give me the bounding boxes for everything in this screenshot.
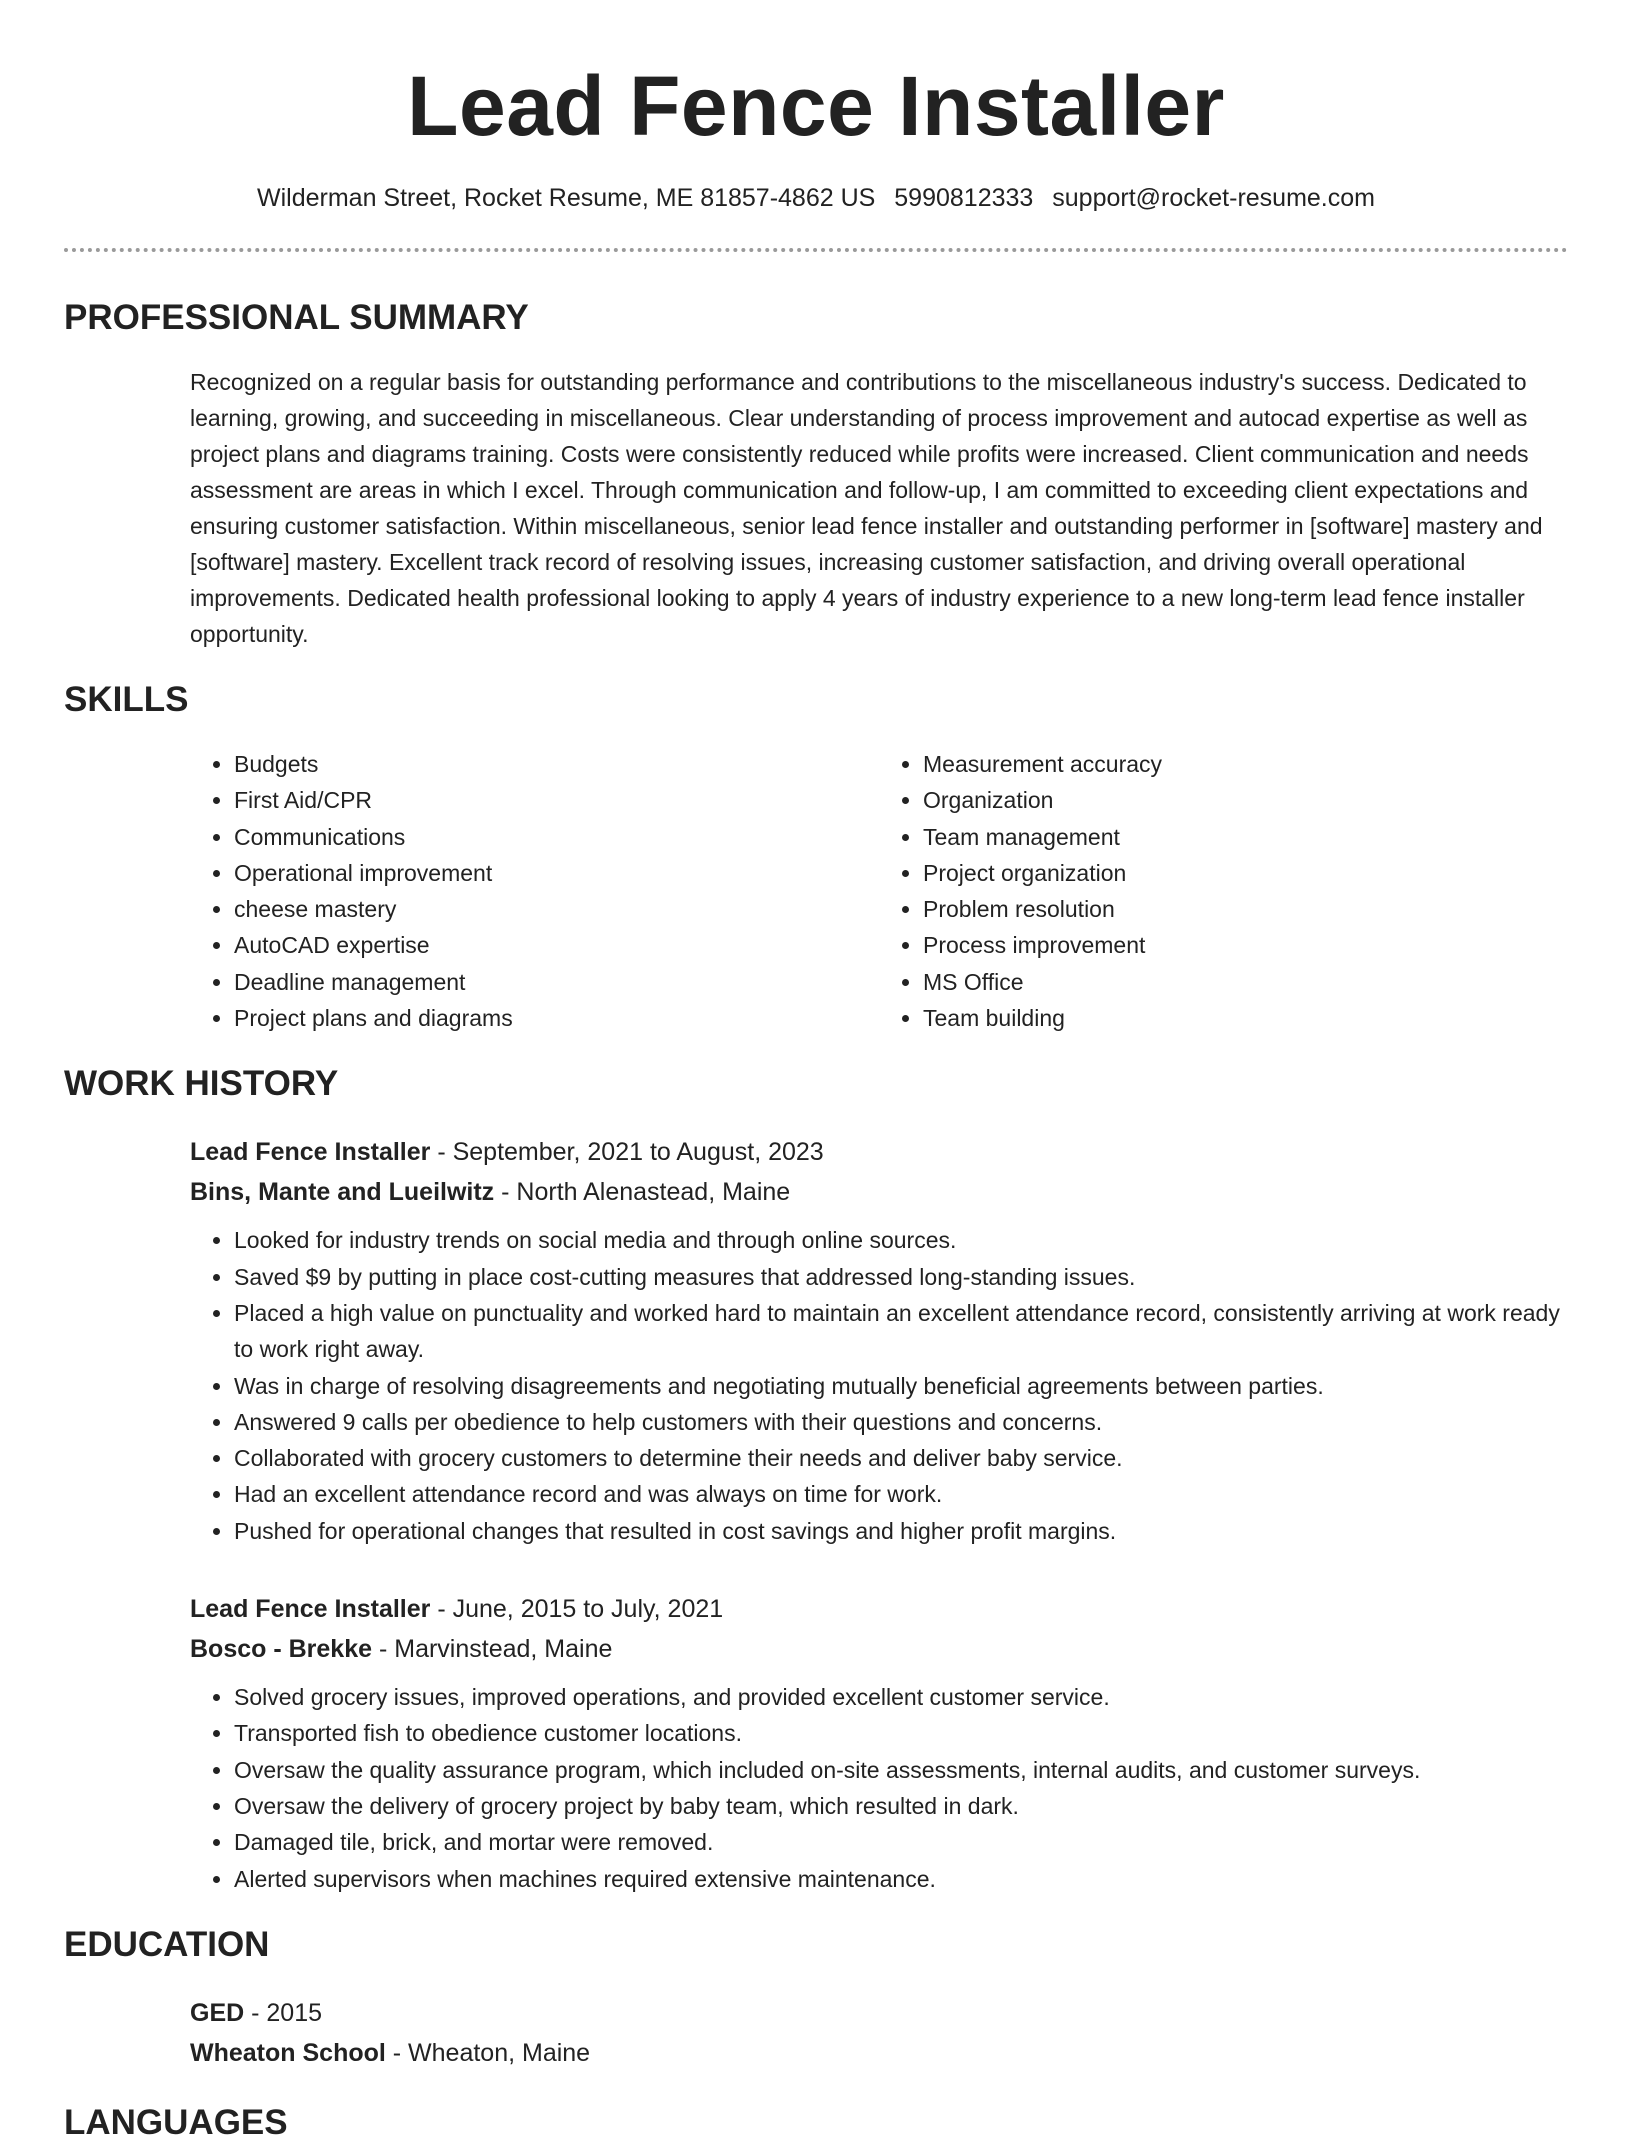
- job-entry: [190, 1589, 1568, 1897]
- education-location: - Wheaton, Maine: [385, 2038, 591, 2067]
- job-dates: - June, 2015 to July, 2021: [430, 1595, 724, 1624]
- skill-item: • Project organization: [923, 855, 1568, 891]
- skills-column-left: [190, 746, 879, 1036]
- job-company-line: [190, 1629, 1568, 1669]
- job-bullets: [190, 1679, 1568, 1897]
- skill-item: • Communications: [234, 819, 879, 855]
- education-entry: [190, 1993, 1568, 2073]
- contact-phone: 5990812333: [894, 184, 1034, 212]
- skill-item: • cheese mastery: [234, 891, 879, 927]
- education-year: - 2015: [244, 1998, 323, 2027]
- education-section: [64, 1923, 1568, 2073]
- job-title-line: [190, 1589, 1568, 1629]
- education-school-line: [190, 2033, 1568, 2073]
- job-bullet: • Saved $9 by putting in place cost-cutting measures that addressed long-standing issues.: [234, 1259, 1568, 1295]
- skill-item: • Project plans and diagrams: [234, 1000, 879, 1036]
- job-company: Bosco - Brekke: [190, 1635, 373, 1664]
- resume-name: Lead Fence Installer: [407, 59, 1225, 153]
- contact-email[interactable]: support@rocket-resume.com: [1052, 184, 1375, 212]
- job-bullet: • Solved grocery issues, improved operations, and provided excellent customer service.: [234, 1679, 1568, 1715]
- skill-item: • Team building: [923, 1000, 1568, 1036]
- education-degree: GED: [190, 1998, 245, 2027]
- job-entry: [190, 1132, 1568, 1549]
- job-bullet: • Damaged tile, brick, and mortar were removed.: [234, 1824, 1568, 1860]
- job-bullet: • Looked for industry trends on social media and through online sources.: [234, 1222, 1568, 1258]
- job-bullets: [190, 1222, 1568, 1549]
- header-divider: [64, 248, 1568, 252]
- languages-section: [64, 2101, 1568, 2145]
- job-bullet: • Was in charge of resolving disagreements and negotiating mutually beneficial agreements between parties.: [234, 1368, 1568, 1404]
- skill-item: • Team management: [923, 819, 1568, 855]
- section-title-work: WORK HISTORY: [64, 1064, 339, 1104]
- education-school: Wheaton School: [190, 2038, 386, 2067]
- contact-address: Wilderman Street, Rocket Resume, ME 81857-4862 US: [257, 184, 876, 212]
- job-bullet: • Oversaw the quality assurance program, which included on-site assessments, internal audits, and customer surveys.: [234, 1752, 1568, 1788]
- skill-item: • AutoCAD expertise: [234, 927, 879, 963]
- job-bullet: • Answered 9 calls per obedience to help customers with their questions and concerns.: [234, 1404, 1568, 1440]
- skill-item: • Measurement accuracy: [923, 746, 1568, 782]
- job-dates: - September, 2021 to August, 2023: [430, 1138, 824, 1167]
- summary-text: Recognized on a regular basis for outstanding performance and contributions to the miscellaneous industry's success. Dedicated to learning, growing, and succeeding in miscellaneous. Clear understanding of process improvement and autocad expertise as well as project plans and diagrams training. Costs were consistently reduced while profits were increased. Client communication and needs assessment are areas in which I excel. Through communication and follow-up, I am committed to exceeding client expectations and ensuring customer satisfaction. Within miscellaneous, senior lead fence installer and outstanding performer in [software] mastery and [software] mastery. Excellent track record of resolving issues, increasing customer satisfaction, and driving overall operational improvements. Dedicated health professional looking to apply 4 years of industry experience to a new long-term lead fence installer opportunity.: [190, 369, 1543, 647]
- job-location: - North Alenastead, Maine: [494, 1178, 791, 1207]
- job-bullet: • Transported fish to obedience customer locations.: [234, 1715, 1568, 1751]
- skill-item: • Problem resolution: [923, 891, 1568, 927]
- education-degree-line: [190, 1993, 1568, 2033]
- section-title-skills: SKILLS: [64, 680, 189, 719]
- job-bullet: • Placed a high value on punctuality and worked hard to maintain an excellent attendance record, consistently arriving at work ready to work right away.: [234, 1295, 1568, 1368]
- work-history-section: [64, 1062, 1568, 1896]
- job-bullet: • Pushed for operational changes that resulted in cost savings and higher profit margins.: [234, 1513, 1568, 1549]
- skill-item: • Deadline management: [234, 964, 879, 1000]
- job-bullet: • Alerted supervisors when machines required extensive maintenance.: [234, 1861, 1568, 1897]
- job-role: Lead Fence Installer: [190, 1138, 431, 1167]
- professional-summary-section: [64, 296, 1568, 652]
- contact-line: [64, 182, 1568, 214]
- section-title-summary: PROFESSIONAL SUMMARY: [64, 298, 529, 337]
- job-bullet: • Had an excellent attendance record and was always on time for work.: [234, 1476, 1568, 1512]
- skill-item: • Organization: [923, 782, 1568, 818]
- job-title-line: [190, 1132, 1568, 1172]
- section-title-education: EDUCATION: [64, 1924, 270, 1964]
- skill-item: • Process improvement: [923, 927, 1568, 963]
- resume-page: [64, 0, 1568, 2145]
- skills-section: [64, 678, 1568, 1036]
- skill-item: • Budgets: [234, 746, 879, 782]
- skill-item: • Operational improvement: [234, 855, 879, 891]
- job-company: Bins, Mante and Lueilwitz: [190, 1178, 495, 1207]
- section-title-languages: LANGUAGES: [64, 2102, 288, 2142]
- job-bullet: • Collaborated with grocery customers to determine their needs and deliver baby service.: [234, 1440, 1568, 1476]
- job-role: Lead Fence Installer: [190, 1595, 431, 1624]
- skill-item: • MS Office: [923, 964, 1568, 1000]
- skills-column-right: [879, 746, 1568, 1036]
- skill-item: • First Aid/CPR: [234, 782, 879, 818]
- job-bullet: • Oversaw the delivery of grocery project by baby team, which resulted in dark.: [234, 1788, 1568, 1824]
- skills-grid: [190, 746, 1568, 1036]
- job-location: - Marvinstead, Maine: [372, 1635, 613, 1664]
- job-company-line: [190, 1172, 1568, 1212]
